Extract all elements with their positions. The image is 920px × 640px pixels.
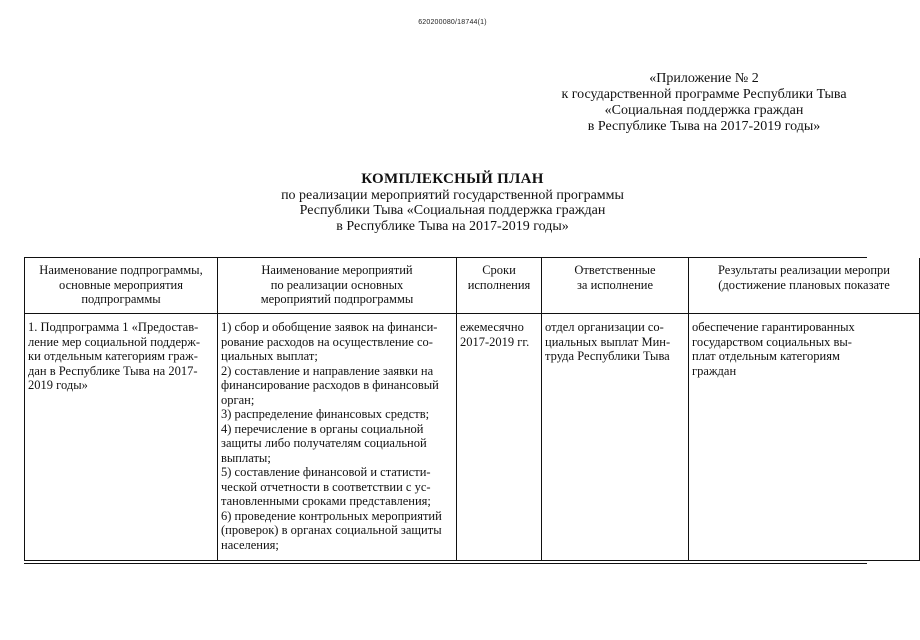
header-subprogram: Наименование подпрограммы, основные мероприятия подпрограммы [25, 258, 218, 314]
plan-title: КОМПЛЕКСНЫЙ ПЛАН [361, 171, 544, 187]
cell-subprogram: 1. Подпрограмма 1 «Предостав- ление мер социальной поддерж- ки отдельным категориям граж- дан в Республике Тыва на 2017- 2019 годы» [25, 314, 218, 561]
plan-table-container [24, 257, 890, 564]
appendix-line-2: к государственной программе Республики Тыва [561, 87, 847, 102]
plan-table [24, 258, 920, 561]
appendix-header [539, 71, 869, 135]
plan-subtitle-line-2: Республики Тыва «Социальная поддержка граждан [299, 203, 606, 218]
header-deadlines: Сроки исполнения [457, 258, 542, 314]
cell-responsible: отдел организации со- циальных выплат Мин- труда Республики Тыва [542, 314, 689, 561]
title-block [0, 172, 905, 234]
plan-subtitle-line-1: по реализации мероприятий государственной программы [281, 187, 624, 203]
appendix-line-3: «Социальная поддержка граждан [604, 103, 804, 118]
table-row [25, 314, 920, 561]
header-responsible: Ответственные за исполнение [542, 258, 689, 314]
cell-results: обеспечение гарантированных государством социальных вы- плат отдельным категориям граждан [689, 314, 920, 561]
appendix-line-1: «Приложение № 2 [649, 71, 759, 86]
plan-subtitle-line-3: в Республике Тыва на 2017-2019 годы» [336, 218, 569, 234]
table-header-row [25, 258, 920, 314]
document-id: 620200080/18744(1) [418, 19, 487, 26]
header-results: Результаты реализации меропри (достижение плановых показате [689, 258, 920, 314]
cell-activities: 1) сбор и обобщение заявок на финанси- рование расходов на осуществление со- циальных выплат; 2) составление и направление заявки на финансирование расходов в финансовый орган; 3) распределение финансовых средств; 4) перечисление в органы социальной защиты либо получателям социальной выплаты; 5) составление финансовой и статисти- ческой отчетности в соответствии с ус- тановленными сроками представления; 6) проведение контрольных мероприятий (проверок) в органах социальной защиты населения; [218, 314, 457, 561]
header-activities: Наименование мероприятий по реализации основных мероприятий подпрограммы [218, 258, 457, 314]
appendix-line-4: в Республике Тыва на 2017-2019 годы» [587, 119, 821, 134]
cell-deadlines: ежемесячно 2017-2019 гг. [457, 314, 542, 561]
